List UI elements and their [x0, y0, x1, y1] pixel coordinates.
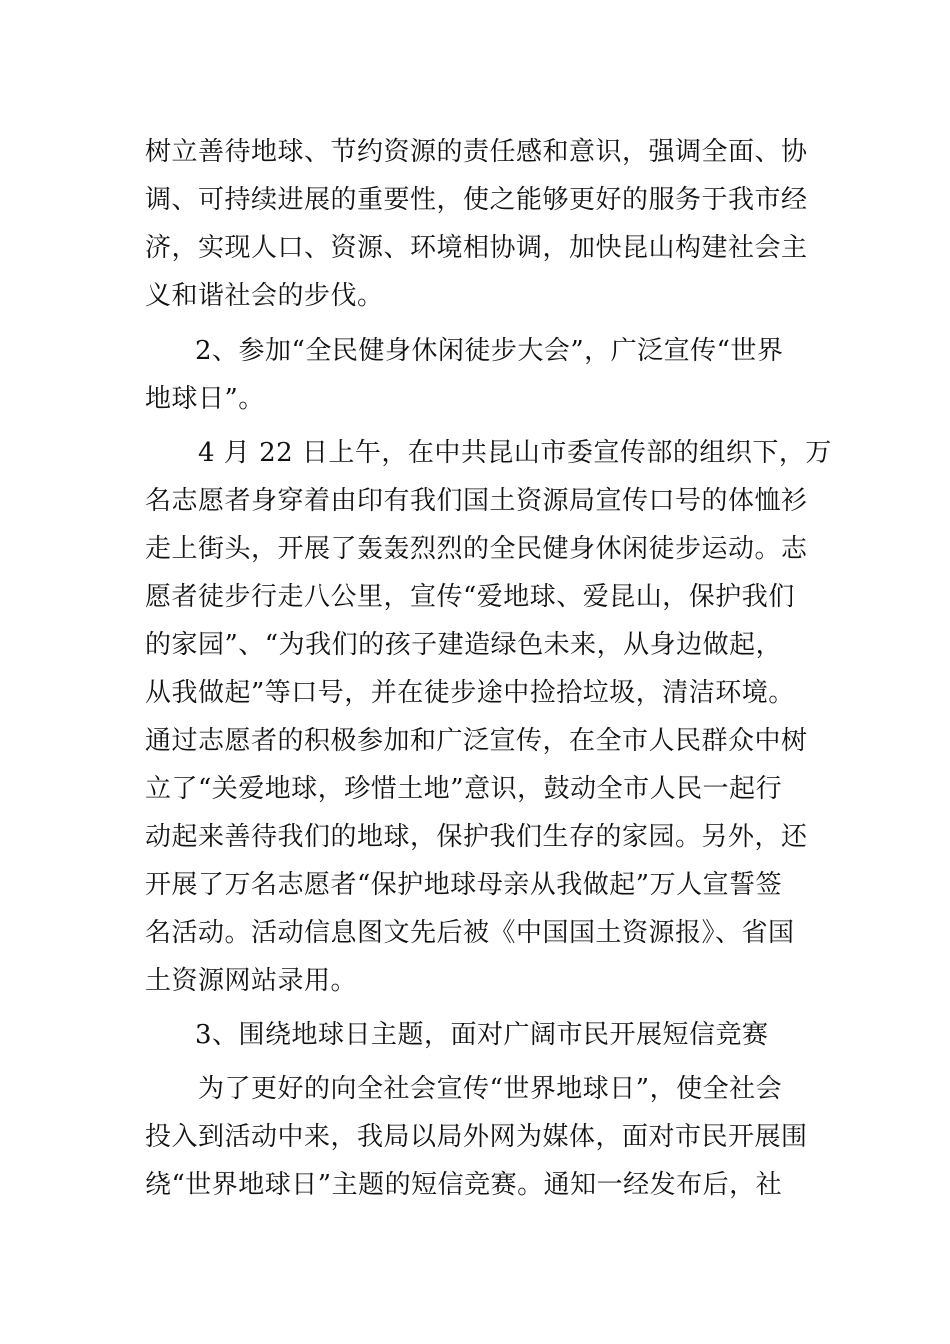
text-line: 为了更好的向全社会宣传“世界地球日”，使全社会 — [198, 1074, 783, 1104]
text-line: 4 月 22 日上午，在中共昆山市委宣传部的组织下，万 — [198, 438, 832, 468]
text-line: 从我做起”等口号，并在徒步途中捡拾垃圾，清洁环境。 — [145, 678, 795, 708]
text-line: 动起来善待我们的地球，保护我们生存的家园。另外，还 — [145, 822, 808, 852]
text-line: 义和谐社会的步伐。 — [145, 281, 384, 311]
text-line: 济，实现人口、资源、环境相协调，加快昆山构建社会主 — [145, 233, 808, 263]
text-line: 调、可持续进展的重要性，使之能够更好的服务于我市经 — [145, 185, 808, 215]
text-line: 名活动。活动信息图文先后被《中国国土资源报》、省国 — [145, 918, 795, 948]
text-line: 树立善待地球、节约资源的责任感和意识，强调全面、协 — [145, 137, 808, 167]
section-heading-line: 2、参加“全民健身休闲徒步大会”，广泛宣传“世界 — [195, 336, 784, 366]
text-line: 投入到活动中来，我局以局外网为媒体，面对市民开展围 — [145, 1122, 808, 1152]
text-line: 地球日”。 — [145, 384, 265, 414]
section-heading-line: 3、围绕地球日主题，面对广阔市民开展短信竞赛 — [195, 1020, 769, 1050]
text-line: 走上街头，开展了轰轰烈烈的全民健身休闲徒步运动。志 — [145, 534, 808, 564]
text-line: 绕“世界地球日”主题的短信竞赛。通知一经发布后，社 — [145, 1170, 783, 1200]
text-line: 名志愿者身穿着由印有我们国土资源局宣传口号的体恤衫 — [145, 486, 808, 516]
text-line: 愿者徒步行走八公里，宣传“爱地球、爱昆山，保护我们 — [145, 582, 795, 612]
text-line: 立了“关爱地球，珍惜土地”意识，鼓动全市人民一起行 — [145, 774, 783, 804]
text-line: 的家园”、“为我们的孩子建造绿色未来，从身边做起， — [145, 630, 783, 660]
text-line: 通过志愿者的积极参加和广泛宣传，在全市人民群众中树 — [145, 726, 808, 756]
text-line: 土资源网站录用。 — [145, 966, 358, 996]
text-line: 开展了万名志愿者“保护地球母亲从我做起”万人宣誓签 — [145, 870, 783, 900]
